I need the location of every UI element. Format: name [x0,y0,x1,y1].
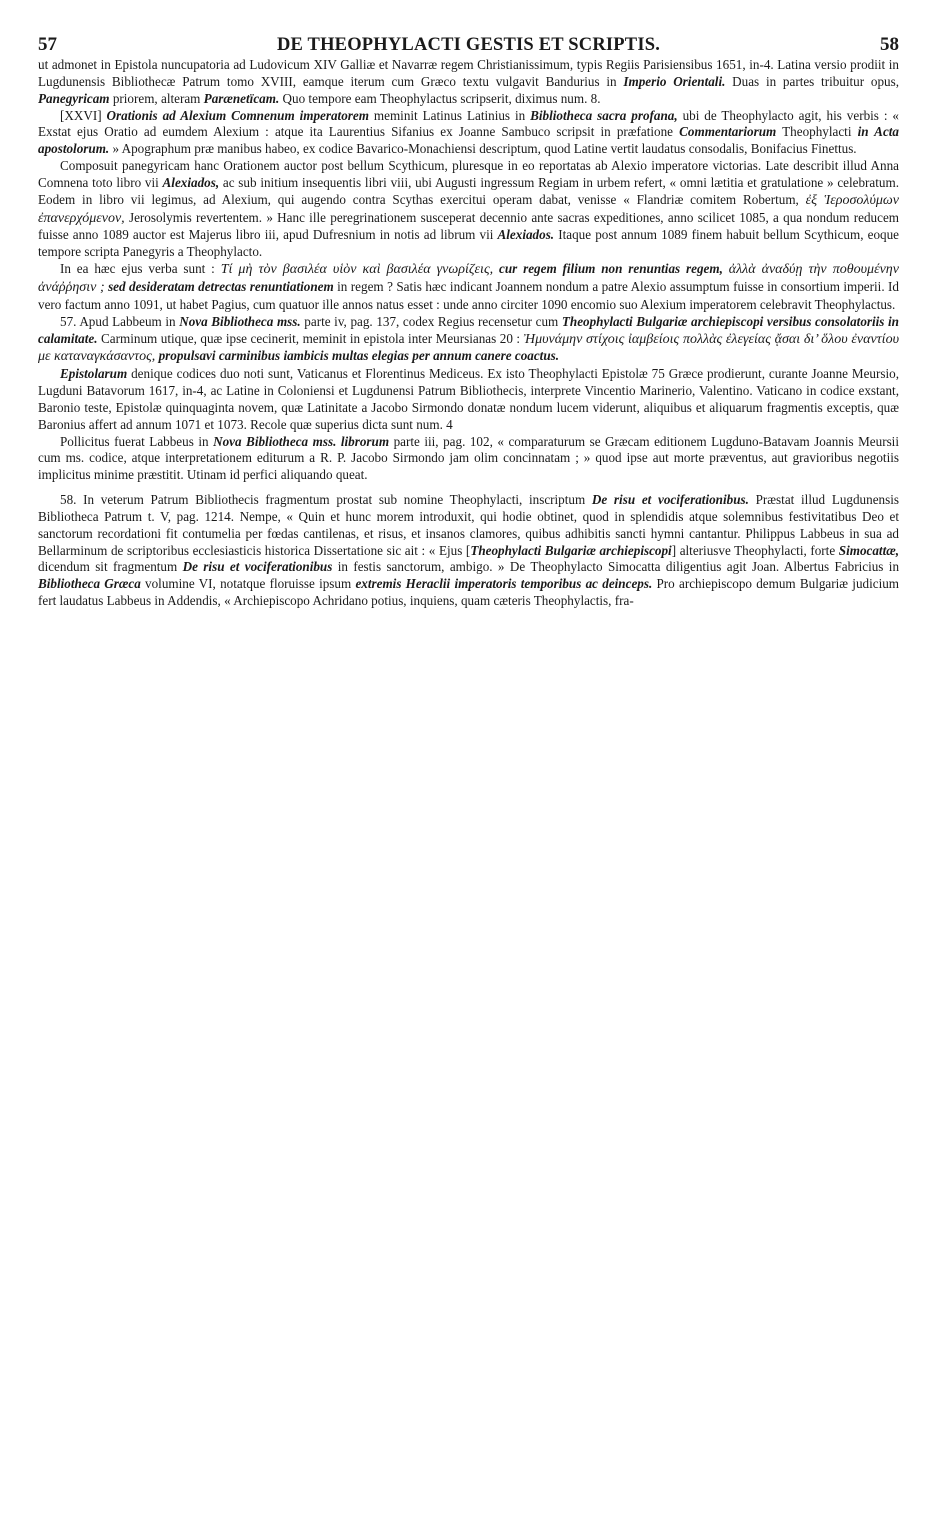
running-title: DE THEOPHYLACTI GESTIS ET SCRIPTIS. [276,35,661,55]
italic-text: Theophylacti Bulgariæ archiepiscopi [470,542,672,558]
text-run: parte iii, pag. 102, « comparaturum se Græcam editionem Lugduno-Batavam Joannis Meursii cum ms. codice, atque interpretationem editurum a R. P. Jacobo Sirmondo jam olim concinnatam ; » quod ipse aut morte præventus, aut gravioribus negotiis implicitus minime præstitit. Utinam id perfici aliquando queat. [38,433,899,483]
text-run: 58. In veterum Patrum Bibliothecis fragmentum prostat sub nomine Theophylacti, inscriptum [60,492,592,508]
italic-text: Alexiados, [162,174,220,190]
text-run: Quo tempore eam Theophylactus scripserit, diximus num. 8. [279,90,601,106]
italic-text: Commentariorum [679,124,777,140]
text-run: ac sub initium insequentis libri viii, ubi Augusti ingressum Regiam in urbem refert, « omni lætitia et gratulatione » celebratum. Eodem in libro vii legimus, ad Alexium, qui augendo contra Scythas exercitui operam dabat, venisse « Flandriæ comitem Robertum, [38,174,899,207]
italic-text: propulsavi carminibus iambicis multas elegias per annum canere coactus. [158,348,560,364]
text-run: priorem, alteram [109,90,204,106]
text-run: Præstat illud Lugdunensis Bibliotheca Patrum t. V, pag. 1214. Nempe, « Quin et hunc morem introduxit, qui hodie obtinet, quod in splendidis atque solemnibus festivitatibus Deo et sanctorum recordationi fit contumelia per fœdas cantilenas, et risus, et insanos clamores, quibus adhibitis sancti hymni cantantur. Philippus Labbeus in sua ad Bellarminum de scriptoribus ecclesiasticis historica Dissertatione sic ait : « Ejus [ [38,492,899,558]
text-run: ubi de Theophylacto agit, his verbis : « Exstat ejus Oratio ad eumdem Alexium : atque ita Laurentius Sifanius ex Joanne Sambuco scripsit in præfatione [38,107,899,140]
body-text [38,57,899,610]
italic-text: sed desideratam detrectas renuntiationem [108,278,334,294]
greek-text: ἐξ Ἱεροσολύμων ἐπανερχόμενον, [38,192,899,226]
paragraph [38,261,899,314]
italic-text: in Acta apostolorum. [38,124,899,157]
italic-text: De risu et vociferationibus [182,559,333,575]
text-run: Duas in partes tribuitur opus, [725,73,900,89]
paragraph [38,314,899,367]
italic-text: Epistolarum [60,366,128,382]
text-run: [XXVI] [60,107,107,123]
italic-text: cur regem filium non renuntias regem, [498,261,723,277]
text-run: in regem ? Satis hæc indicant Joannem nondum a patre Alexio assumptum fuisse in consortium imperii. Id vero factum anno 1091, ut habet Pagius, cum quatuor ille annos natus esset : unde anno circiter 1090 encomio suo Alexium imperatorem celebravit Theophylactus. [38,278,899,312]
italic-text: Orationis ad Alexium Comnenum imperatorem [106,107,369,123]
italic-text: Bibliotheca sacra profana, [530,107,678,123]
text-run: dicendum sit fragmentum [38,559,183,575]
paragraph [38,57,899,108]
italic-text: Bibliotheca Græca [38,576,141,592]
text-run: parte iv, pag. 137, codex Regius recensetur cum [300,313,562,329]
italic-text: De risu et vociferationibus. [591,492,749,508]
text-run: Carminum utique, quæ ipse cecinerit, meminit in epistola inter Meursianas 20 : [97,330,524,346]
paragraph [38,108,899,159]
paragraph [38,158,899,261]
italic-text: Theophylacti Bulgariæ archiepiscopi versibus consolatoriis in calamitate. [38,313,899,346]
text-run: Composuit panegyricam hanc Orationem auctor post bellum Scythicum, pluresque in eo reportatas ab Alexio imperatore victorias. Late describit illud Anna Comnena toto libro vii [38,158,899,190]
italic-text: Panegyricam [38,90,110,106]
text-run: Theophylacti [776,124,858,140]
greek-text: Ἠμυνάμην στίχοις ἰαμβείοις πολλὰς ἐλεγείας ᾄσαι δι’ ὅλου ἐναντίου με καταναγκάσαντος, [38,331,899,365]
text-run: Pollicitus fuerat Labbeus in [60,433,214,449]
text-run: Pro archiepiscopo demum Bulgariæ judicium fert laudatus Labbeus in Addendis, « Archiepiscopo Achridano potius, inquiens, quam cæteris Theophylactis, fra- [38,576,900,609]
text-run: Jerosolymis revertentem. » Hanc ille peregrinationem susceperat decennio ante sacras expeditiones, anno scilicet 1085, a qua nondum reducem fuisse anno 1089 auctor est Majerus libro iii, apud Dufresnium in notis ad librum vii [38,209,899,243]
italic-text: Nova Bibliotheca mss. librorum [213,433,390,449]
italic-text: extremis Heraclii imperatoris temporibus ac deinceps. [355,576,653,592]
italic-text: Parænetïcam. [203,90,280,106]
page-number-left: 57 [38,34,57,55]
greek-text: ἀλλὰ ἀναδύῃ τὴν ποθουμένην ἀνάῤῥησιν ; [38,262,899,295]
text-run: meminit Latinus Latinius in [368,107,531,123]
italic-text: Imperio Orientali. [623,73,726,89]
text-run: In ea hæc ejus verba sunt : [60,261,221,277]
text-run: » Apographum præ manibus habeo, ex codice Bavarico-Monachiensi descriptum, quod Latine vertit laudatus consodalis, Bonifacius Finettus. [109,141,857,157]
text-run: 57. Apud Labbeum in [60,313,180,329]
paragraph [38,492,899,610]
greek-text: Τί μὴ τὸν βασιλέα υἱὸν καὶ βασιλέα γνωρίζεις, [220,262,494,278]
text-run: ut admonet in Epistola nuncupatoria ad Ludovicum XIV Galliæ et Navarræ regem Christianissimum, typis Regiis Parisiensibus 1651, in-4. Latina versio prodiit in Lugdunensis Bibliothecæ Patrum tomo XVIII, eamque iterum cum Græco textu vulgavit Bandurius in [38,57,899,89]
running-header [38,34,899,56]
text-run: in festis sanctorum, ambigo. » De Theophylacto Simocatta diligentius agit Joan. Albertus Fabricius in [332,559,900,575]
text-run: denique codices duo noti sunt, Vaticanus et Florentinus Mediceus. Ex isto Theophylacti Epistolæ 75 Græce prodierunt, curante Joanne Meursio, Lugduni Batavorum 1617, in-4, ac Latine in Coloniensi et Lugdunensi Patrum Bibliothecis, interprete Vincentio Marinerio, Valentino. Vaticano in codice exstant, Baronio teste, Epistolæ quinquaginta novem, quæ Latinitate a Jacobo Sirmondo donatæ nondum lucem viderunt, aliquibus et aliquarum fragmentis exceptis, quæ Baronius affert ad annum 1071 et 1073. Recole quæ superius dicta sunt num. 4 [38,366,899,432]
text-run: Itaque post annum 1089 finem habuit bellum Scythicum, eoque tempore scripta Panegyris a Theophylacto. [38,227,899,260]
paragraph [38,366,899,433]
text-run: volumine VI, notatque floruisse ipsum [140,576,356,592]
paragraph [38,434,899,485]
italic-text: Nova Bibliotheca mss. [179,313,301,329]
text-run: ] alteriusve Theophylacti, forte [671,542,839,558]
italic-text: Simocattæ, [838,542,900,558]
italic-text: Alexiados. [497,227,555,243]
page-number-right: 58 [880,34,899,55]
